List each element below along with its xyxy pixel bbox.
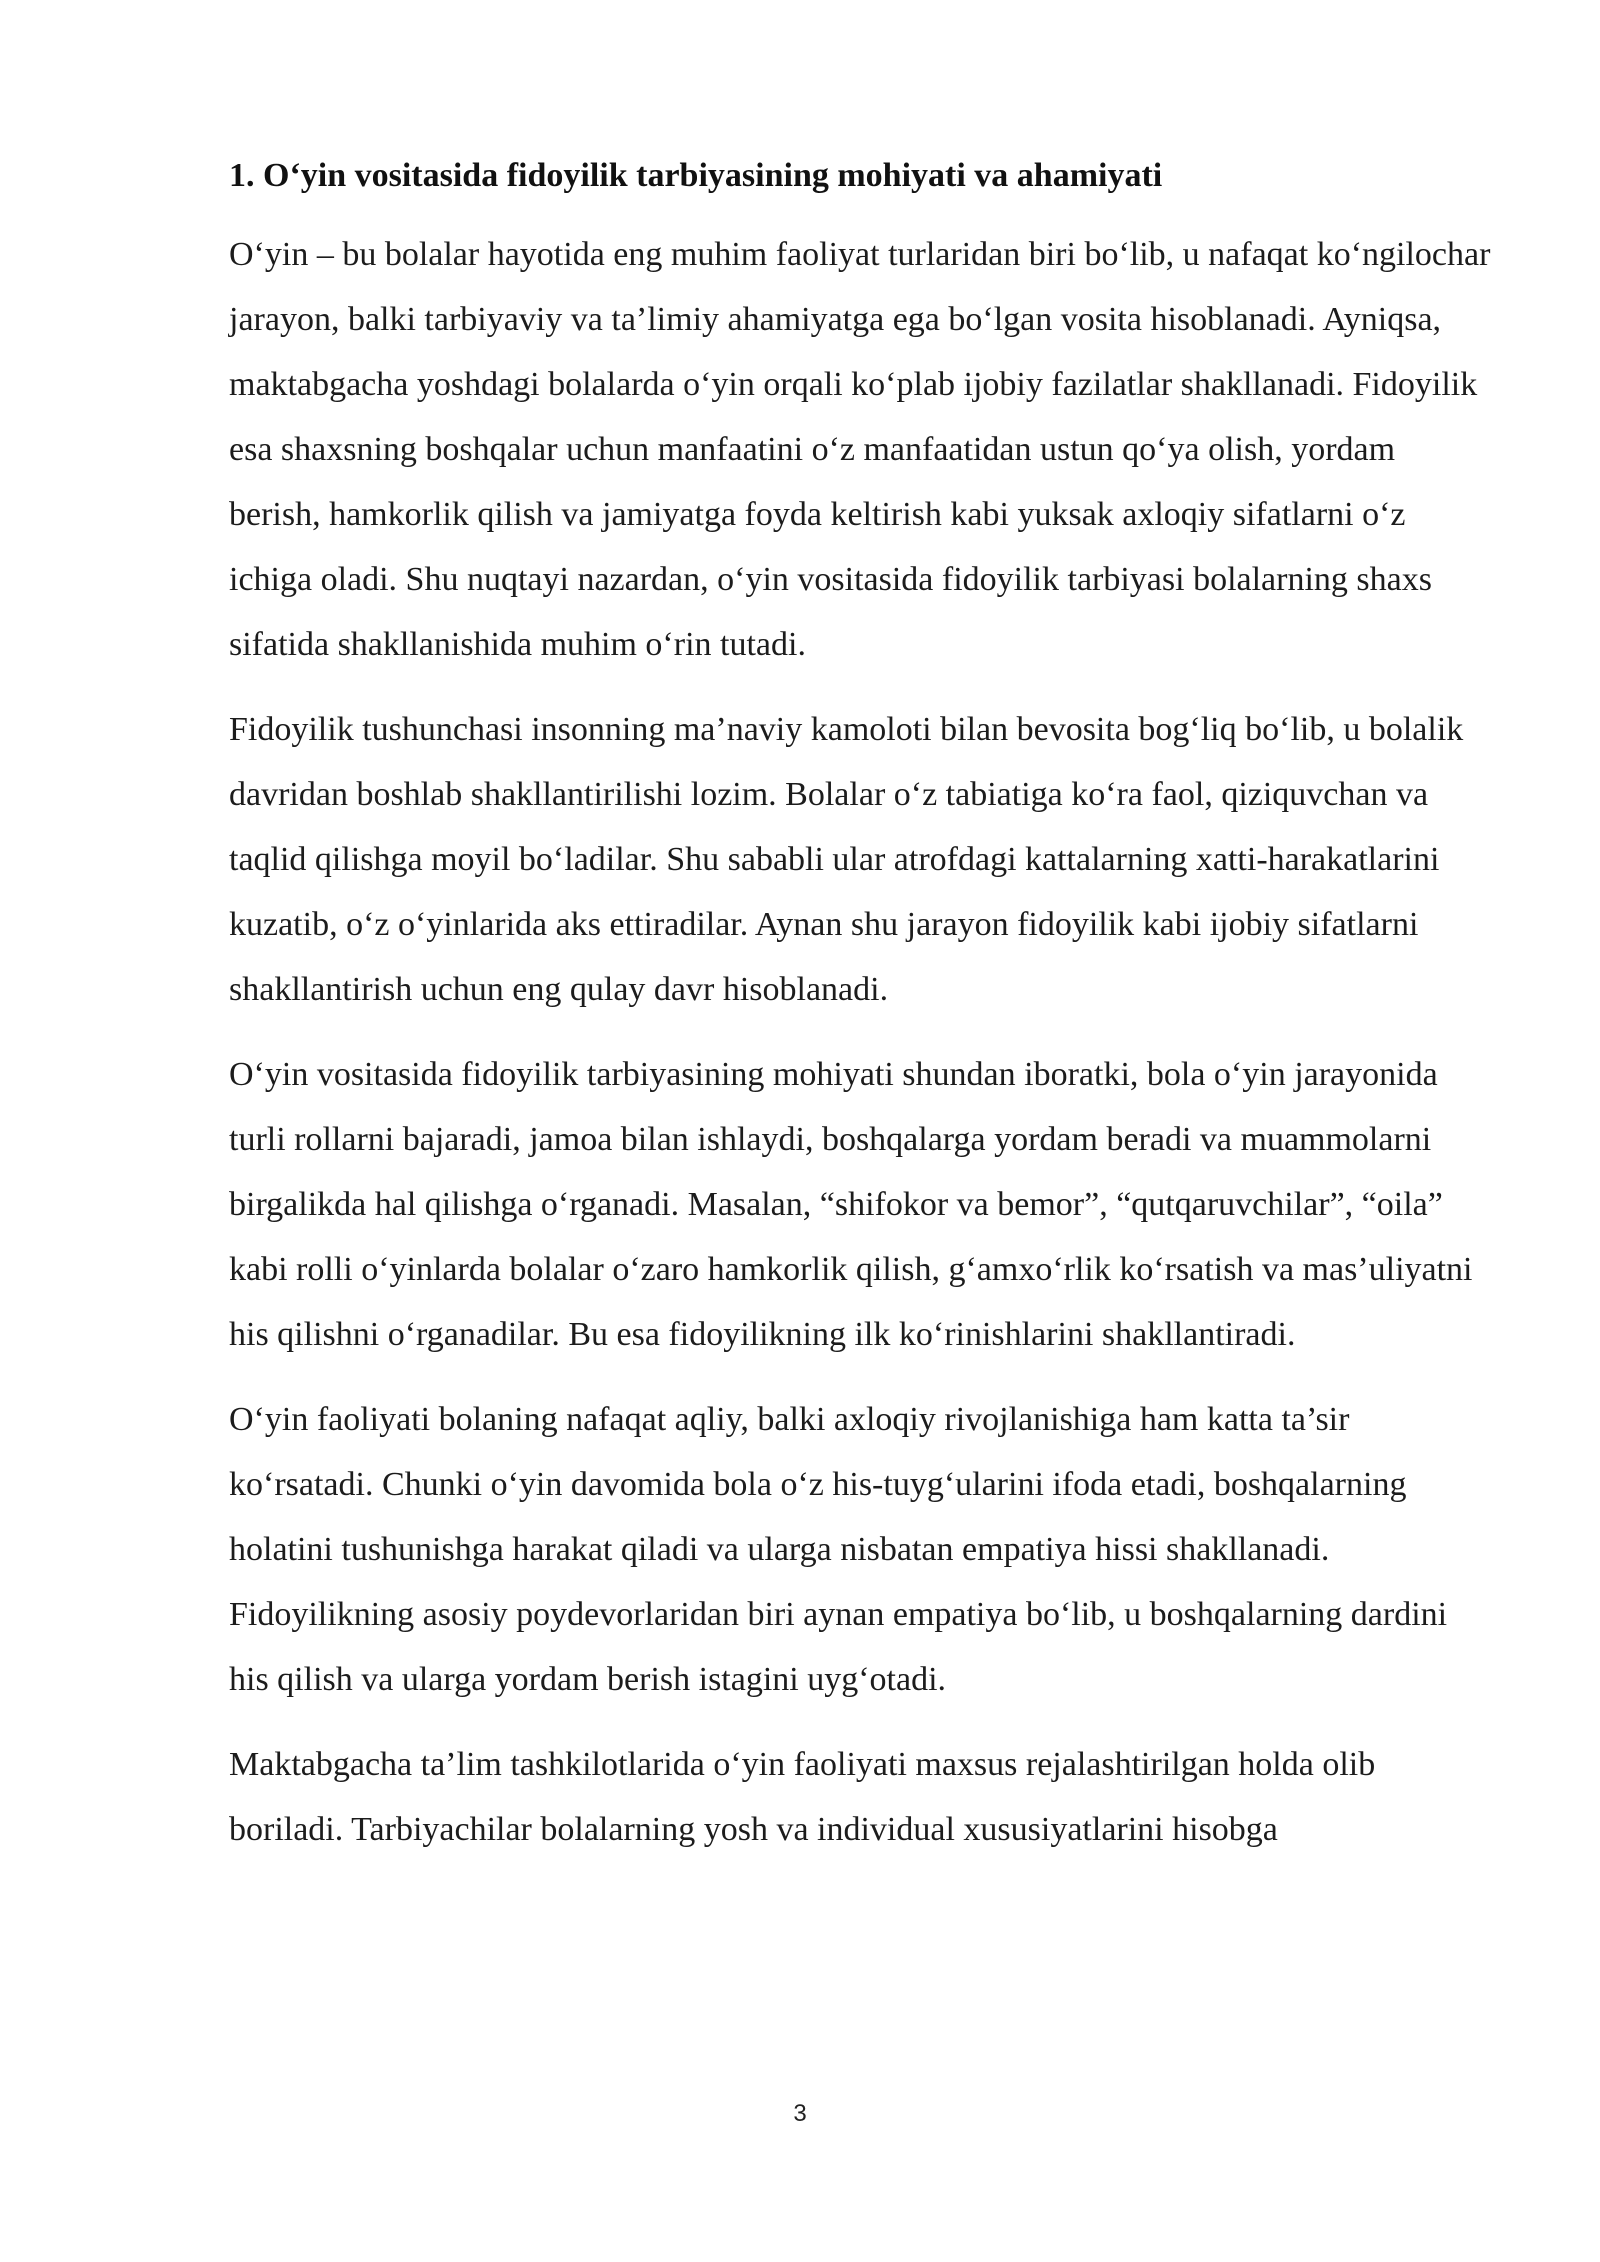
page-number: 3 bbox=[793, 2100, 807, 2127]
paragraph-1: O‘yin – bu bolalar hayotida eng muhim faoliyat turlaridan biri bo‘lib, u nafaqat ko‘ngilochar jarayon, balki tarbiyaviy va ta’limiy ahamiyatga ega bo‘lgan vosita hisoblanadi. Ayniqsa, maktabgacha yoshdagi bolalarda o‘yin orqali ko‘plab ijobiy fazilatlar shakllanadi. Fidoyilik esa shaxsning boshqalar uchun manfaatini o‘z manfaatidan ustun qo‘ya olish, yordam berish, hamkorlik qilish va jamiyatga foyda keltirish kabi yuksak axloqiy sifatlarni o‘z ichiga oladi. Shu nuqtayi nazardan, o‘yin vositasida fidoyilik tarbiyasi bolalarning shaxs sifatida shakllanishida muhim o‘rin tutadi. bbox=[229, 236, 1491, 663]
page-body bbox=[229, 148, 1491, 1882]
paragraph-4: O‘yin faoliyati bolaning nafaqat aqliy, balki axloqiy rivojlanishiga ham katta ta’sir ko‘rsatadi. Chunki o‘yin davomida bola o‘z his-tuyg‘ularini ifoda etadi, boshqalarning holatini tushunishga harakat qiladi va ularga nisbatan empatiya hissi shakllanadi. Fidoyilikning asosiy poydevorlaridan biri aynan empatiya bo‘lib, u boshqalarning dardini his qilish va ularga yordam berish istagini uyg‘otadi. bbox=[229, 1401, 1448, 1698]
paragraph-3: O‘yin vositasida fidoyilik tarbiyasining mohiyati shundan iboratki, bola o‘yin jarayonida turli rollarni bajaradi, jamoa bilan ishlaydi, boshqalarga yordam beradi va muammolarni birgalikda hal qilishga o‘rganadi. Masalan, “shifokor va bemor”, “qutqaruvchilar”, “oila” kabi rolli o‘yinlarda bolalar o‘zaro hamkorlik qilish, g‘amxo‘rlik ko‘rsatish va mas’uliyatni his qilishni o‘rganadilar. Bu esa fidoyilikning ilk ko‘rinishlarini shakllantiradi. bbox=[229, 1056, 1473, 1353]
section-heading: 1. O‘yin vositasida fidoyilik tarbiyasining mohiyati va ahamiyati bbox=[229, 157, 1163, 194]
paragraph-5: Maktabgacha ta’lim tashkilotlarida o‘yin faoliyati maxsus rejalashtirilgan holda olib boriladi. Tarbiyachilar bolalarning yosh va individual xususiyatlarini hisobga bbox=[229, 1746, 1376, 1848]
paragraph-2: Fidoyilik tushunchasi insonning ma’naviy kamoloti bilan bevosita bog‘liq bo‘lib, u bolalik davridan boshlab shakllantirilishi lozim. Bolalar o‘z tabiatiga ko‘ra faol, qiziquvchan va taqlid qilishga moyil bo‘ladilar. Shu sababli ular atrofdagi kattalarning xatti-harakatlarini kuzatib, o‘z o‘yinlarida aks ettiradilar. Aynan shu jarayon fidoyilik kabi ijobiy sifatlarni shakllantirish uchun eng qulay davr hisoblanadi. bbox=[229, 711, 1464, 1008]
